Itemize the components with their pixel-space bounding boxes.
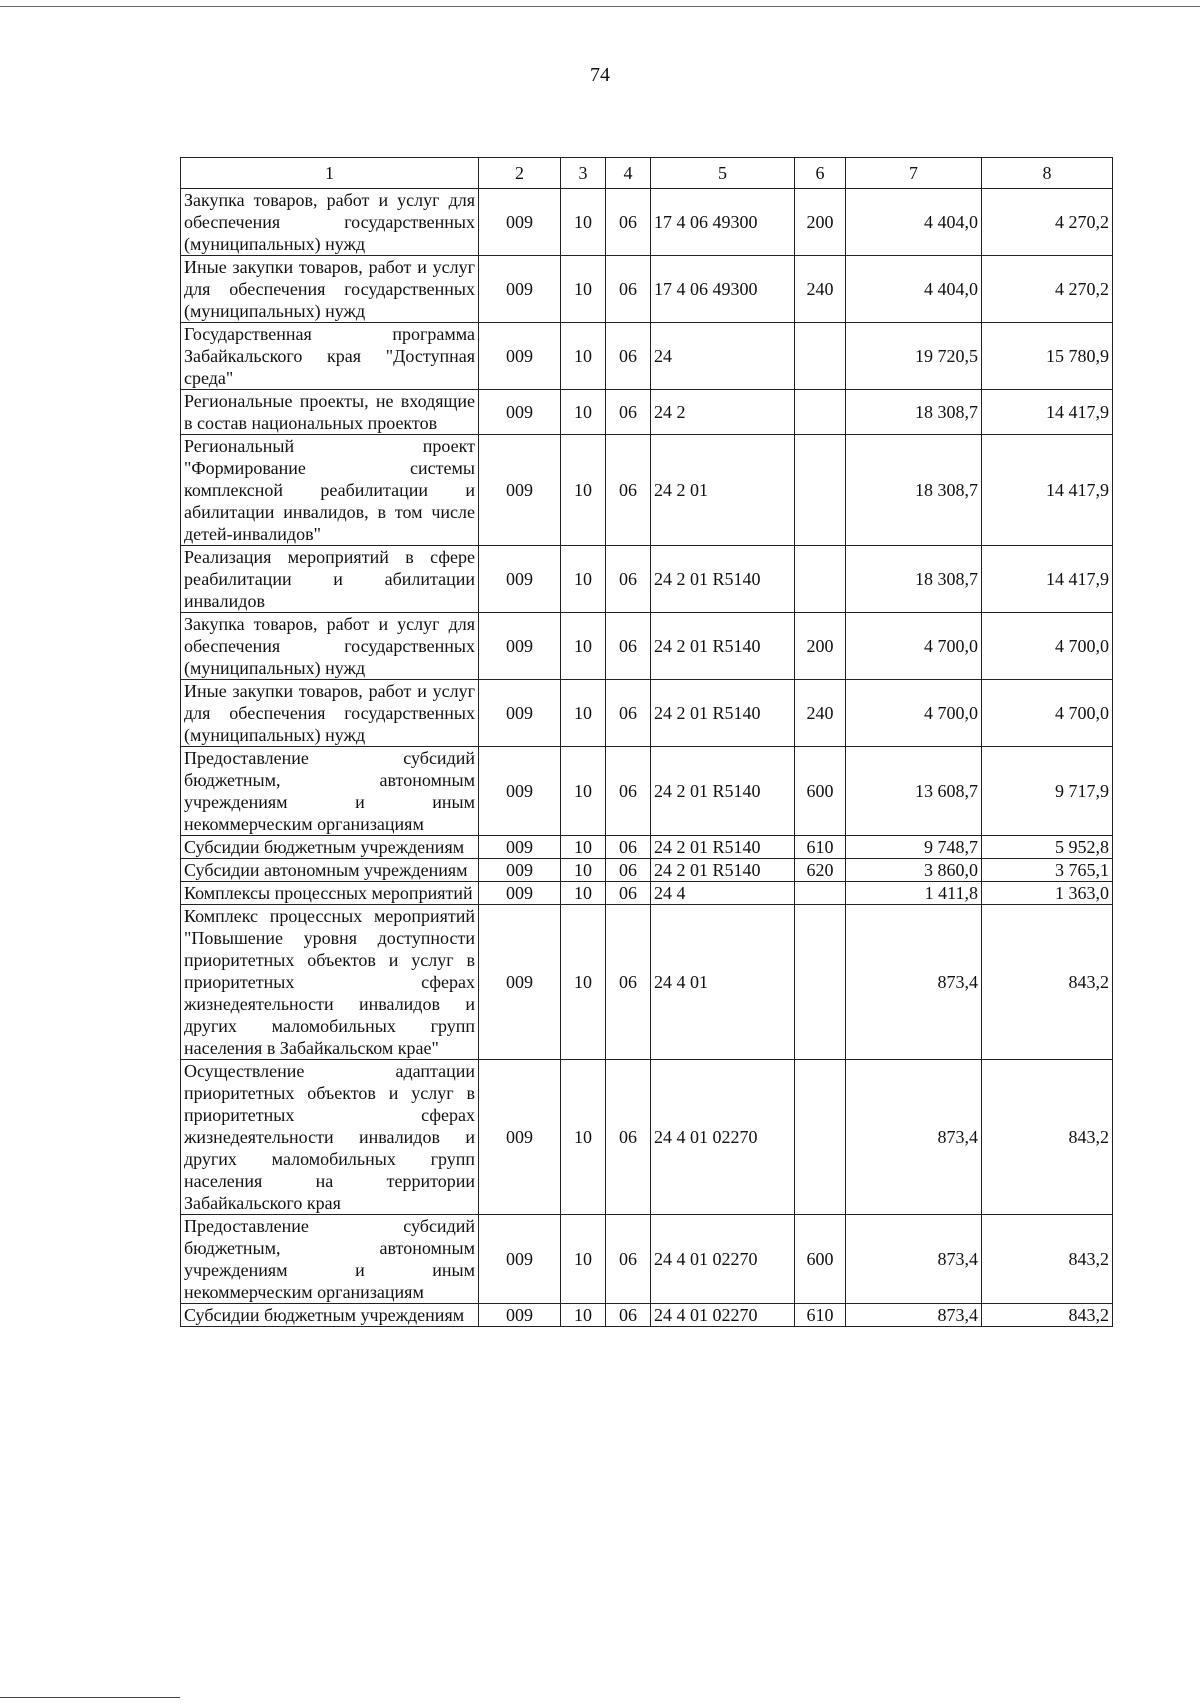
expense-type-code: 200 [795,613,846,680]
amount-col-7: 1 411,8 [846,882,982,905]
target-code: 17 4 06 49300 [651,189,795,256]
row-name: Комплексы процессных мероприятий [181,882,479,905]
expense-type-code [795,323,846,390]
section-code: 10 [561,323,606,390]
target-code: 24 2 01 R5140 [651,546,795,613]
admin-code: 009 [479,1215,561,1304]
section-code: 10 [561,836,606,859]
amount-col-7: 873,4 [846,1060,982,1215]
amount-col-8: 14 417,9 [982,435,1113,546]
subsection-code: 06 [606,613,651,680]
target-code: 24 2 01 R5140 [651,680,795,747]
amount-col-8: 1 363,0 [982,882,1113,905]
table-body [181,189,1113,1327]
row-name: Закупка товаров, работ и услуг для обеспечения государственных (муниципальных) нужд [181,189,479,256]
admin-code: 009 [479,680,561,747]
amount-col-8: 843,2 [982,1215,1113,1304]
amount-col-8: 843,2 [982,1060,1113,1215]
amount-col-7: 3 860,0 [846,859,982,882]
expense-type-code: 240 [795,680,846,747]
amount-col-8: 14 417,9 [982,390,1113,435]
column-header: 6 [795,158,846,189]
row-name: Субсидии бюджетным учреждениям [181,836,479,859]
amount-col-8: 3 765,1 [982,859,1113,882]
row-name: Региональные проекты, не входящие в состав национальных проектов [181,390,479,435]
column-header: 1 [181,158,479,189]
target-code: 24 4 01 02270 [651,1215,795,1304]
admin-code: 009 [479,1304,561,1327]
amount-col-8: 14 417,9 [982,546,1113,613]
row-name: Субсидии автономным учреждениям [181,859,479,882]
target-code: 24 2 01 R5140 [651,613,795,680]
column-header: 3 [561,158,606,189]
admin-code: 009 [479,859,561,882]
expense-type-code: 600 [795,1215,846,1304]
section-code: 10 [561,1304,606,1327]
table-row [181,390,1113,435]
admin-code: 009 [479,882,561,905]
expense-type-code [795,390,846,435]
subsection-code: 06 [606,1304,651,1327]
subsection-code: 06 [606,189,651,256]
table-row [181,1304,1113,1327]
section-code: 10 [561,546,606,613]
subsection-code: 06 [606,323,651,390]
amount-col-7: 18 308,7 [846,390,982,435]
target-code: 24 2 01 R5140 [651,747,795,836]
amount-col-7: 4 404,0 [846,189,982,256]
expense-type-code [795,905,846,1060]
section-code: 10 [561,747,606,836]
page-number: 74 [590,64,610,86]
admin-code: 009 [479,613,561,680]
amount-col-8: 4 700,0 [982,680,1113,747]
column-header: 8 [982,158,1113,189]
amount-col-8: 843,2 [982,1304,1113,1327]
subsection-code: 06 [606,836,651,859]
expense-type-code: 600 [795,747,846,836]
row-name: Иные закупки товаров, работ и услуг для обеспечения государственных (муниципальных) нужд [181,256,479,323]
subsection-code: 06 [606,1060,651,1215]
subsection-code: 06 [606,546,651,613]
amount-col-7: 19 720,5 [846,323,982,390]
expense-type-code: 240 [795,256,846,323]
amount-col-7: 4 404,0 [846,256,982,323]
target-code: 24 2 01 R5140 [651,836,795,859]
target-code: 24 [651,323,795,390]
target-code: 24 4 01 02270 [651,1304,795,1327]
admin-code: 009 [479,905,561,1060]
table-row [181,256,1113,323]
expense-type-code [795,882,846,905]
row-name: Предоставление субсидий бюджетным, автономным учреждениям и иным некоммерческим организациям [181,1215,479,1304]
row-name: Реализация мероприятий в сфере реабилитации и абилитации инвалидов [181,546,479,613]
section-code: 10 [561,613,606,680]
admin-code: 009 [479,390,561,435]
subsection-code: 06 [606,435,651,546]
section-code: 10 [561,1215,606,1304]
amount-col-8: 5 952,8 [982,836,1113,859]
row-name: Предоставление субсидий бюджетным, автономным учреждениям и иным некоммерческим организациям [181,747,479,836]
subsection-code: 06 [606,905,651,1060]
admin-code: 009 [479,836,561,859]
amount-col-7: 4 700,0 [846,680,982,747]
amount-col-7: 873,4 [846,905,982,1060]
table-row [181,435,1113,546]
section-code: 10 [561,680,606,747]
amount-col-7: 9 748,7 [846,836,982,859]
amount-col-7: 13 608,7 [846,747,982,836]
subsection-code: 06 [606,390,651,435]
budget-table [180,157,1113,1327]
row-name: Закупка товаров, работ и услуг для обеспечения государственных (муниципальных) нужд [181,613,479,680]
admin-code: 009 [479,435,561,546]
column-header: 4 [606,158,651,189]
target-code: 24 4 01 [651,905,795,1060]
column-header: 2 [479,158,561,189]
admin-code: 009 [479,546,561,613]
target-code: 24 2 [651,390,795,435]
row-name: Субсидии бюджетным учреждениям [181,1304,479,1327]
section-code: 10 [561,390,606,435]
column-header: 5 [651,158,795,189]
table-row [181,905,1113,1060]
subsection-code: 06 [606,747,651,836]
row-name: Комплекс процессных мероприятий "Повышение уровня доступности приоритетных объектов и услуг в приоритетных сферах жизнедеятельности инвалидов и других маломобильных групп населения в Забайкальском крае" [181,905,479,1060]
target-code: 24 2 01 [651,435,795,546]
subsection-code: 06 [606,859,651,882]
amount-col-8: 15 780,9 [982,323,1113,390]
table-row [181,1215,1113,1304]
expense-type-code: 610 [795,1304,846,1327]
table-row [181,859,1113,882]
table-row [181,1060,1113,1215]
section-code: 10 [561,435,606,546]
target-code: 24 4 [651,882,795,905]
subsection-code: 06 [606,1215,651,1304]
scan-edge-top [0,6,1200,7]
table-row [181,189,1113,256]
target-code: 17 4 06 49300 [651,256,795,323]
table-row [181,882,1113,905]
amount-col-7: 873,4 [846,1215,982,1304]
table-row [181,546,1113,613]
amount-col-8: 4 700,0 [982,613,1113,680]
expense-type-code [795,435,846,546]
expense-type-code [795,546,846,613]
row-name: Региональный проект "Формирование системы комплексной реабилитации и абилитации инвалидов, в том числе детей-инвалидов" [181,435,479,546]
section-code: 10 [561,189,606,256]
subsection-code: 06 [606,256,651,323]
expense-type-code: 610 [795,836,846,859]
amount-col-8: 4 270,2 [982,256,1113,323]
subsection-code: 06 [606,882,651,905]
amount-col-8: 9 717,9 [982,747,1113,836]
scan-edge-bottom [0,1697,180,1698]
table-row [181,323,1113,390]
section-code: 10 [561,1060,606,1215]
target-code: 24 4 01 02270 [651,1060,795,1215]
row-name: Осуществление адаптации приоритетных объектов и услуг в приоритетных сферах жизнедеятельности инвалидов и других маломобильных групп населения на территории Забайкальского края [181,1060,479,1215]
section-code: 10 [561,905,606,1060]
column-number-row [181,158,1113,189]
table-row [181,613,1113,680]
target-code: 24 2 01 R5140 [651,859,795,882]
table-row [181,836,1113,859]
section-code: 10 [561,256,606,323]
column-header: 7 [846,158,982,189]
admin-code: 009 [479,256,561,323]
amount-col-7: 4 700,0 [846,613,982,680]
section-code: 10 [561,859,606,882]
amount-col-7: 18 308,7 [846,546,982,613]
subsection-code: 06 [606,680,651,747]
table-row [181,680,1113,747]
admin-code: 009 [479,1060,561,1215]
amount-col-8: 4 270,2 [982,189,1113,256]
expense-type-code: 620 [795,859,846,882]
expense-type-code: 200 [795,189,846,256]
section-code: 10 [561,882,606,905]
amount-col-7: 18 308,7 [846,435,982,546]
table-row [181,747,1113,836]
row-name: Государственная программа Забайкальского края "Доступная среда" [181,323,479,390]
amount-col-7: 873,4 [846,1304,982,1327]
admin-code: 009 [479,747,561,836]
admin-code: 009 [479,323,561,390]
amount-col-8: 843,2 [982,905,1113,1060]
expense-type-code [795,1060,846,1215]
row-name: Иные закупки товаров, работ и услуг для обеспечения государственных (муниципальных) нужд [181,680,479,747]
admin-code: 009 [479,189,561,256]
